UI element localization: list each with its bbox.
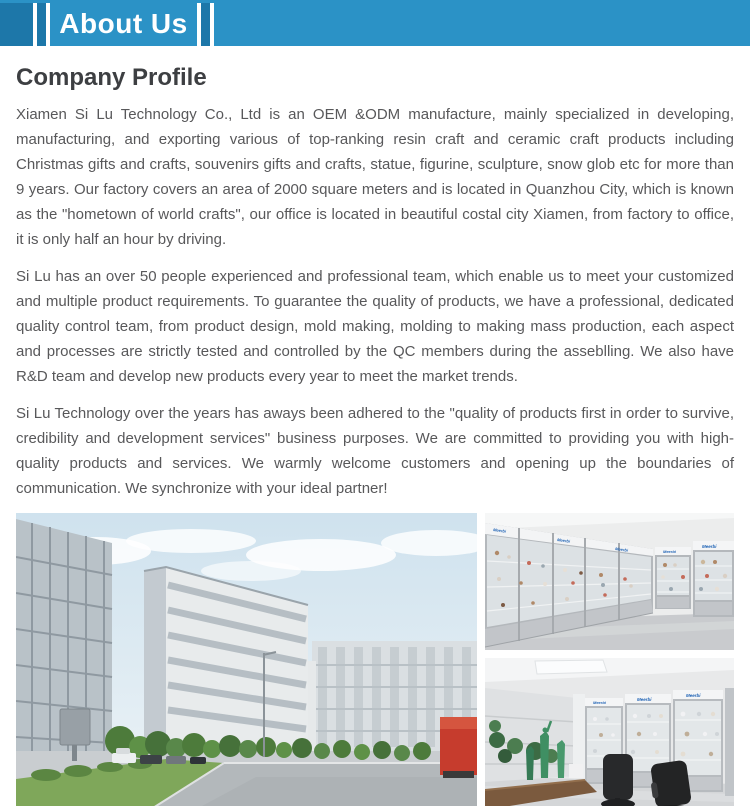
cabinet-brand-sign: Meerbi (614, 546, 629, 553)
cabinet-brand-sign: Meerbi (637, 697, 652, 702)
cabinet-brand-sign: Meerbi (492, 527, 507, 534)
header-left-accent (0, 3, 33, 46)
company-profile-paragraph-3: Si Lu Technology over the years has aways been adhered to the "quality of products first in order to survive, credibility and development services" business purposes. We are committed to providing you with high-quality products and services. We warmly welcome customers and opening up the boundaries of communication. We synchronize with your ideal partner! (16, 405, 734, 497)
company-profile-section (0, 46, 750, 806)
page-title: About Us (59, 8, 188, 39)
showroom-photo-column (485, 513, 734, 806)
cabinet-brand-sign: Meerbi (686, 693, 701, 698)
cabinet-brand-sign: Meerbi (702, 544, 717, 549)
showroom-photo-bottom (485, 658, 734, 806)
header-accent-gap-right (201, 3, 210, 46)
section-heading: Company Profile (16, 64, 207, 91)
cabinet-brand-sign: Meerbi (593, 700, 606, 705)
cabinet-brand-sign: Meerbi (663, 549, 676, 554)
section-header-bar (0, 0, 750, 46)
showroom-photo-top (485, 513, 734, 650)
company-profile-paragraph-1: Xiamen Si Lu Technology Co., Ltd is an OEM &ODM manufacture, mainly specialized in developing, manufacturing, and exporting various of top-ranking resin craft and ceramic craft products including Christmas gifts and crafts, souvenirs gifts and crafts, statue, figurine, sculpture, snow glob etc for more than 9 years. Our factory covers an area of 2000 square meters and is located in Quanzhou City, which is known as the "hometown of world crafts", our office is located in beautiful costal city Xiamen, from factory to office, it is only half an hour by driving. (16, 106, 734, 248)
cabinet-brand-sign: Meerbi (556, 537, 571, 544)
factory-building-photo (16, 513, 477, 806)
header-stripe (210, 3, 214, 46)
company-profile-paragraph-2: Si Lu has an over 50 people experienced and professional team, which enable us to meet your customized and multiple product requirements. To guarantee the quality of products, we have a professional, dedicated quality control team, from product design, mold making, molding to making mass production, each aspect and processes are strictly tested and controlled by the QC members during the asseblling. We also have R&D team and develop new products every year to meet the market trends. (16, 268, 734, 385)
header-accent-gap-left (37, 3, 46, 46)
photo-gallery (16, 513, 734, 806)
